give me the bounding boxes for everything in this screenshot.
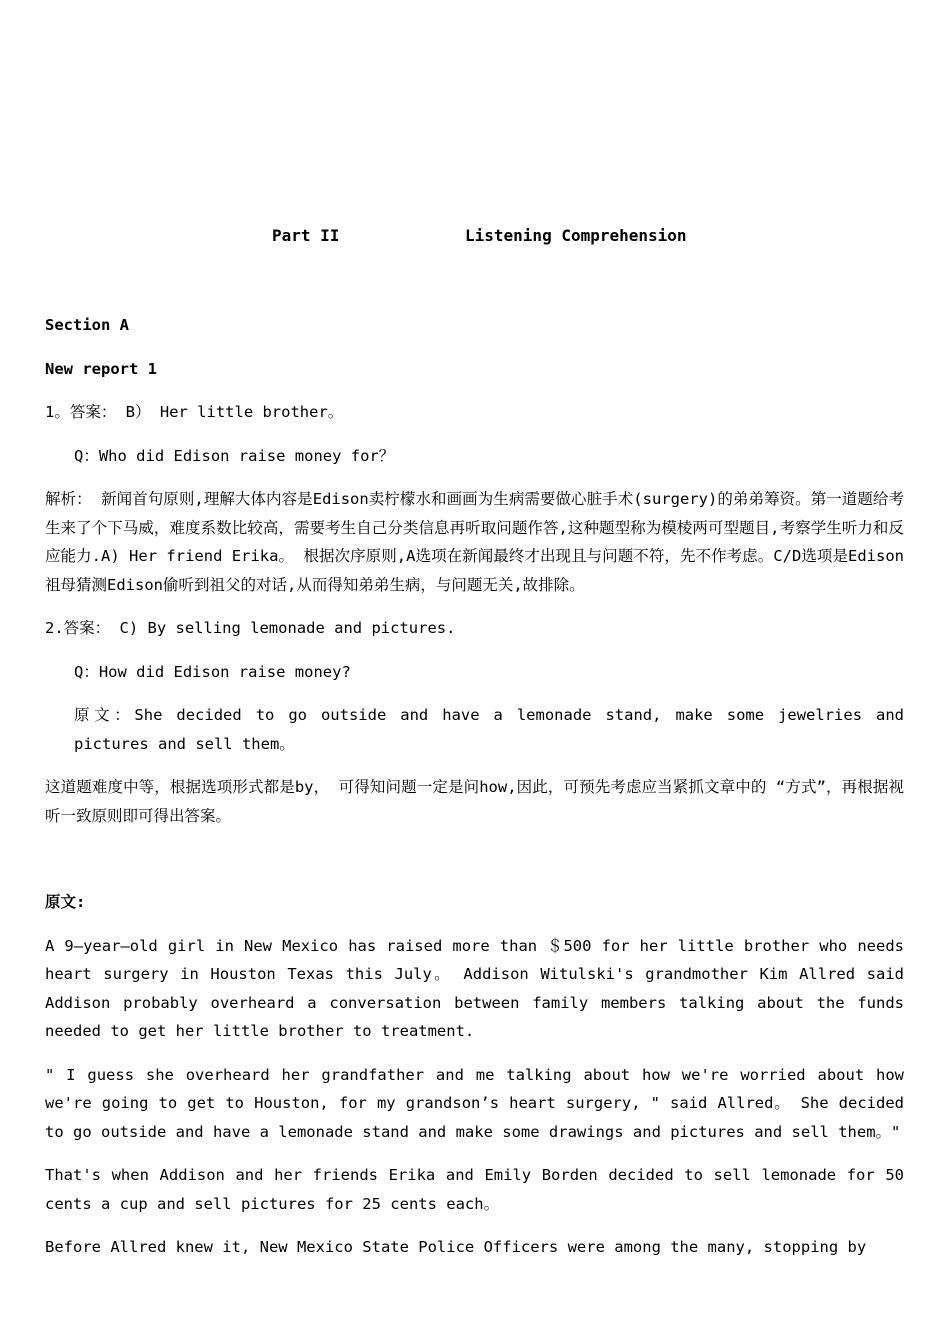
q2-original: 原文：She decided to go outside and have a lemonade stand, make some jewelries and pictures and sell them。 xyxy=(74,706,904,753)
q1-answer: 1。答案： B） Her little brother。 xyxy=(45,403,344,421)
transcript-paragraph: A 9—year—old girl in New Mexico has raised more than ＄500 for her little brother who needs heart surgery in Houston Texas this July。 Addison Witulski's grandmother Kim Allred said Addison probably overheard a conversation between family members talking about the funds needed to get her little brother to treatment. xyxy=(45,936,904,1040)
report-heading: New report 1 xyxy=(45,359,157,378)
q1-analysis: 解析： 新闻首句原则,理解大体内容是Edison卖柠檬水和画画为生病需要做心脏手术(surgery)的弟弟筹资。第一道题给考生来了个下马威，难度系数比较高，需要考生自己分类信息再听取问题作答,这种题型称为模棱两可型题目,考察学生听力和反应能力.A) Her friend Erika。 根据次序原则,A选项在新闻最终才出现且与问题不符，先不作考虑。C/D选项是Edison祖母猜测Edison偷听到祖父的对话,从而得知弟弟生病，与问题无关,故排除。 xyxy=(45,490,904,594)
transcript-paragraph: " I guess she overheard her grandfather and me talking about how we're worried about how we're going to get to Houston, for my grandson’s heart surgery, " said Allred。 She decided to go outside and have a lemonade stand and make some drawings and pictures and sell them。" xyxy=(45,1065,904,1141)
q2-question: Q：How did Edison raise money? xyxy=(74,662,351,681)
q2-answer: 2.答案： C) By selling lemonade and pictures. xyxy=(45,619,456,637)
q2-analysis: 这道题难度中等，根据选项形式都是by， 可得知问题一定是问how,因此，可预先考虑应当紧抓文章中的 “方式”，再根据视听一致原则即可得出答案。 xyxy=(45,778,904,825)
section-heading: Section A xyxy=(45,316,129,334)
transcript-paragraph: That's when Addison and her friends Erika and Emily Borden decided to sell lemonade for 50 cents a cup and sell pictures for 25 cents each。 xyxy=(45,1166,904,1213)
transcript-paragraph: Before Allred knew it, New Mexico State Police Officers were among the many, stopping by xyxy=(45,1238,867,1256)
q1-question: Q：Who did Edison raise money for？ xyxy=(74,446,395,465)
part-label: Part II xyxy=(272,226,340,245)
transcript-label: 原文: xyxy=(45,893,86,911)
document-body xyxy=(45,311,904,1277)
part-title: Listening Comprehension xyxy=(465,226,687,245)
